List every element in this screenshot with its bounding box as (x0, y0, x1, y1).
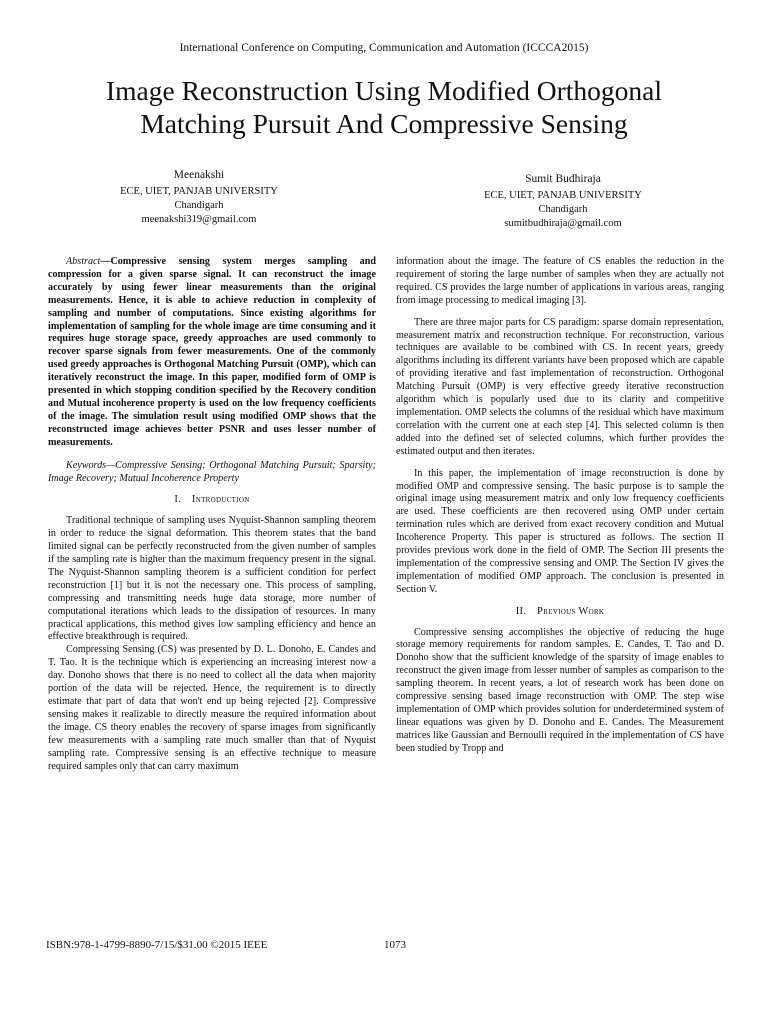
conference-header: International Conference on Computing, Communication and Automation (ICCCA2015) (179, 42, 589, 54)
keywords-text: Compressive Sensing; Orthogonal Matching Pursuit; Sparsity; Image Recovery; Mutual Incoherence Property (48, 459, 376, 484)
author-dept: ECE, UIET, PANJAB UNIVERSITY (484, 190, 642, 201)
author-name: Meenakshi (173, 169, 225, 181)
paper-title (40, 74, 728, 140)
author-1 (74, 168, 324, 227)
section-heading-introduction: I. Introduction (174, 494, 250, 506)
abstract-dash: — (100, 256, 111, 267)
abstract-text: Compressive sensing system merges sampling and compression for a given sparse signal. It can reconstruct the image accurately by using fewer linear measurements than the original measurements. Hence, it is able to achieve reduction in complexity of sampling and number of computations. Since existing algorithms for implementation of sampling for the whole image are time consuming and it requires huge storage space, greedy approaches are used commonly to recover sparse signals from fewer measurements. One of the commonly used greedy approaches is Orthogonal Matching Pursuit (OMP), which can iteratively reconstruct the image. In this paper, modified form of OMP is presented in which stopping condition specified by the Recovery condition and Mutual incoherence property is used on the low frequency coefficients of the image. The simulation result using modified OMP shows that the reconstructed image achieves better PSNR and uses lesser number of measurements. (48, 256, 376, 448)
abstract-label: Abstract (66, 256, 101, 267)
keywords (48, 460, 376, 486)
footer-isbn: ISBN:978-1-4799-8890-7/15/$31.00 ©2015 IEEE (46, 939, 268, 951)
title-line-2: Matching Pursuit And Compressive Sensing (140, 108, 628, 139)
author-email: sumitbudhiraja@gmail.com (504, 218, 622, 229)
right-column (396, 256, 724, 756)
author-city: Chandigarh (174, 200, 224, 211)
paragraph: information about the image. The feature of CS enables the reduction in the requirement of storing the large number of samples when they are actually not required. CS provides the large number of applications in various areas, ranging from image processing to medical imaging [3]. (396, 256, 724, 306)
keywords-label: Keywords (66, 459, 107, 471)
title-line-1: Image Reconstruction Using Modified Orthogonal (105, 75, 662, 106)
paragraph: There are three major parts for CS paradigm: sparse domain representation, measurement matrix and reconstruction technique. For reconstruction, various techniques are available to be combined with CS. In recent years, greedy algorithms including its different variants have been proposed which are capable of providing iterative and fast implementation of reconstruction. Orthogonal Matching Pursuit (OMP) is very effective greedy iterative reconstruction algorithm which is popularly used due to its clarity and competitive implementation. OMP selects the columns of the residual which have maximum correlation with the current one at each step [4]. This selected column is then added into the defined set of selected columns, which further provides the estimated output and then iterates. (396, 316, 724, 457)
section-heading-previous-work: II. Previous Work (515, 605, 605, 617)
author-city: Chandigarh (538, 204, 588, 215)
author-dept: ECE, UIET, PANJAB UNIVERSITY (120, 186, 278, 197)
author-email: meenakshi319@gmail.com (141, 214, 257, 225)
keywords-dash: — (106, 459, 116, 471)
paragraph: In this paper, the implementation of image reconstruction is done by modified OMP and compressive sensing. The basic purpose is to sample the original image using measurement matrix and only low frequency coefficients are used. These coefficients are then recovered using OMP under certain termination rules which are derived from exact recovery condition and Mutual Incoherence Property. This paper is structured as follows. The section II provides previous work done in the field of OMP. The Section III presents the implementation of the compressive sensing and OMP. The Section IV gives the implementation of modified OMP approach. The conclusion is presented in Section V. (396, 467, 724, 595)
paragraph: Compressing Sensing (CS) was presented by D. L. Donoho, E. Candes and T. Tao. It is the technique which is experiencing an increasing interest now a day. Donoho shows that there is no need to collect all the data when majority portion of the data will be rejected. Hence, the requirement is to directly estimate that part of data that won't end up being rejected [2]. Compressive sensing makes it realizable to directly measure the required information about the image. CS theory enables the recovery of sparse images from significantly few measurements with a sampling rate much smaller than that of Nyquist sampling rate. Compressive sensing is an effective technique to measure required samples only that can carry maximum (48, 644, 376, 772)
paragraph: Traditional technique of sampling uses Nyquist-Shannon sampling theorem in order to reduce the signal deformation. This theorem states that the band limited signal can be perfectly reconstructed from the given number of samples if the sampling rate is higher than the maximum frequency present in the signal. The Nyquist-Shannon sampling theorem is a sufficient condition for perfect reconstruction [1] but it is not the necessary one. This process of sampling, compressing and transmitting needs huge data storage, more number of computational iterations which leads to the dissipation of resources. In many practical applications, this method gives low sampling efficiency and hence an effective breakthrough is required. (48, 515, 376, 643)
left-column (48, 256, 376, 773)
abstract (48, 256, 376, 450)
page-number: 1073 (384, 939, 406, 951)
author-name: Sumit Budhiraja (525, 173, 601, 185)
author-2 (438, 172, 688, 231)
paragraph: Compressive sensing accomplishes the objective of reducing the huge storage memory requirements for random samples. E. Candes, T. Tao and D. Donoho show that the sufficient knowledge of the sparsity of image enables to reconstruct the given image from lesser number of samples as comparison to the sampling theorem. In recent years, a lot of research work has been done on compressive sensing based image reconstruction with OMP. The step wise implementation of OMP which provides solution for underdetermined system of linear equations was given by D. Donoho and E. Candes. The Measurement matrices like Gaussian and Bernoulli required in the implementation of CS have been studied by Tropp and (396, 626, 724, 754)
